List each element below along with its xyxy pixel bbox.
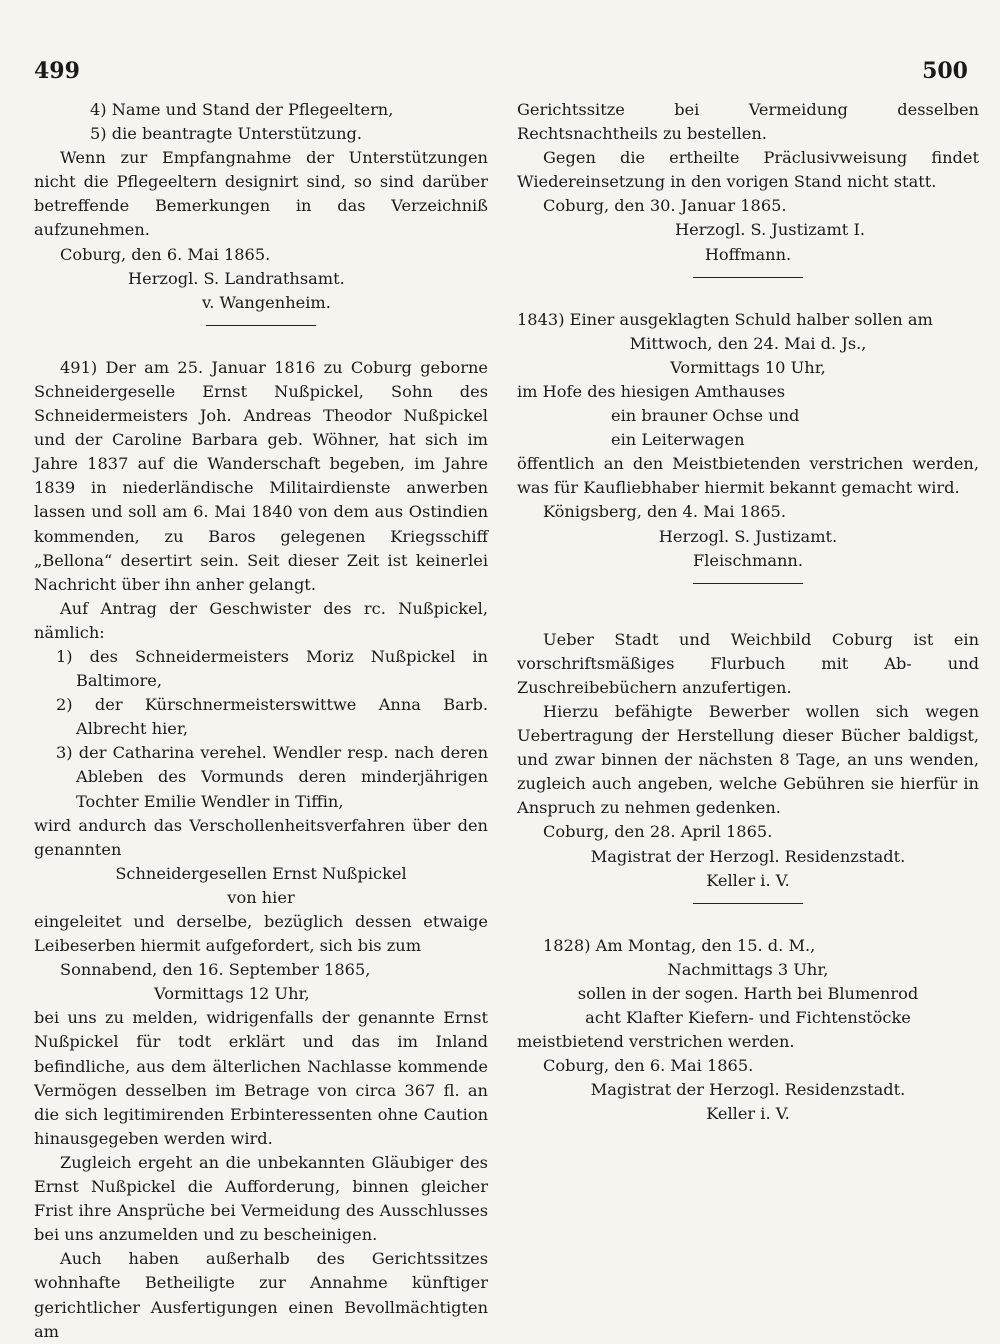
paragraph: Gegen die ertheilte Präclusivweisung findet Wiedereinsetzung in den vorigen Stand nicht statt.: [517, 148, 979, 192]
notice-date: Coburg, den 6. Mai 1865.: [60, 244, 271, 264]
origin: von hier: [227, 887, 295, 907]
divider: [693, 277, 803, 278]
notice-signer: Keller i. V.: [706, 870, 790, 890]
paragraph: 491) Der am 25. Januar 1816 zu Coburg geborne Schneidergeselle Ernst Nußpickel, Sohn des Schneidermeisters Joh. Andreas Theodor Nußpickel und der Caroline Barbara geb. Wöhner, hat sich im Jahre 1837 auf die Wanderschaft begeben, im Jahre 1839 in niederländische Militairdienste anwerben lassen und soll am 6. Mai 1840 von dem aus Ostindien kommenden, zu Baros gelegenen Kriegsschiff „Bellona“ desertirt sein. Seit dieser Zeit ist keinerlei Nachricht über ihn anher gelangt.: [34, 357, 488, 594]
notice-signer: Fleischmann.: [693, 550, 803, 570]
list-item: 5) die beantragte Unterstützung.: [90, 124, 363, 144]
notice-date: Coburg, den 30. Januar 1865.: [543, 196, 787, 216]
auction-date: Mittwoch, den 24. Mai d. Js.,: [629, 333, 867, 353]
notice-signer: Keller i. V.: [706, 1104, 790, 1124]
auction-time: Vormittags 10 Uhr,: [670, 357, 826, 377]
deadline-date: Sonnabend, den 16. September 1865,: [60, 960, 371, 980]
auction-time: Nachmittags 3 Uhr,: [667, 959, 829, 979]
paragraph: 1843) Einer ausgeklagten Schuld halber sollen am: [517, 309, 933, 329]
auction-item: ein brauner Ochse und: [611, 406, 800, 426]
right-column: [517, 98, 979, 1126]
notice-date: Königsberg, den 4. Mai 1865.: [543, 502, 787, 522]
paragraph: 1828) Am Montag, den 15. d. M.,: [543, 935, 816, 955]
paragraph: Auf Antrag der Geschwister des rc. Nußpickel, nämlich:: [34, 598, 488, 642]
paragraph: Ueber Stadt und Weichbild Coburg ist ein vorschriftsmäßiges Flurbuch mit Ab- und Zuschreibebüchern anzufertigen.: [517, 629, 979, 697]
list-item: 4) Name und Stand der Pflegeeltern,: [90, 100, 394, 119]
person-name: Schneidergesellen Ernst Nußpickel: [115, 863, 407, 883]
auction-place: sollen in der sogen. Harth bei Blumenrod: [577, 983, 919, 1003]
list-item: 3) der Catharina verehel. Wendler resp. nach deren Ableben des Vormunds deren minderjährigen Tochter Emilie Wendler in Tiffin,: [56, 743, 488, 811]
paragraph: Hierzu befähigte Bewerber wollen sich wegen Uebertragung der Herstellung dieser Bücher baldigst, und zwar binnen der nächsten 8 Tage, an uns wenden, zugleich auch angeben, welche Gebühren sie hierfür in Anspruch zu nehmen gedenken.: [517, 701, 979, 818]
auction-place: im Hofe des hiesigen Amthauses: [517, 381, 786, 401]
auction-item: ein Leiterwagen: [611, 430, 745, 450]
notice-office: Magistrat der Herzogl. Residenzstadt.: [590, 846, 906, 866]
paragraph: Zugleich ergeht an die unbekannten Gläubiger des Ernst Nußpickel die Aufforderung, binnen gleicher Frist ihre Ansprüche bei Vermeidung des Ausschlusses bei uns anzumelden und zu bescheinigen.: [34, 1152, 488, 1245]
page-number-left: 499: [34, 58, 80, 84]
notice-signer: v. Wangenheim.: [202, 292, 331, 312]
paragraph: Auch haben außerhalb des Gerichtssitzes wohnhafte Betheiligte zur Annahme künftiger gerichtlicher Ausfertigungen einen Bevollmächtigten am: [34, 1249, 488, 1341]
notice-signer: Hoffmann.: [704, 244, 792, 264]
notice-office: Herzogl. S. Justizamt I.: [675, 220, 865, 240]
paragraph: meistbietend verstrichen werden.: [517, 1032, 795, 1052]
list-item: 2) der Kürschnermeisterswittwe Anna Barb. Albrecht hier,: [56, 695, 488, 739]
notice-date: Coburg, den 28. April 1865.: [543, 822, 773, 842]
notice-office: Magistrat der Herzogl. Residenzstadt.: [590, 1080, 906, 1100]
paragraph: öffentlich an den Meistbietenden verstrichen werden, was für Kaufliebhaber hiermit bekannt gemacht wird.: [517, 454, 979, 498]
divider: [206, 325, 316, 326]
auction-item: acht Klafter Kiefern- und Fichtenstöcke: [585, 1008, 911, 1027]
divider: [693, 903, 803, 904]
deadline-time: Vormittags 12 Uhr,: [154, 984, 310, 1004]
divider: [693, 583, 803, 584]
left-column: [34, 98, 488, 1344]
paragraph: bei uns zu melden, widrigenfalls der genannte Ernst Nußpickel für todt erklärt und das im Inland befindliche, aus dem älterlichen Nachlasse kommende Vermögen desselben im Betrage von circa 367 fl. an die sich legitimirenden Erbinteressenten ohne Caution hinausgegeben werden wird.: [34, 1008, 488, 1148]
notice-date: Coburg, den 6. Mai 1865.: [543, 1056, 754, 1076]
paragraph: eingeleitet und derselbe, bezüglich dessen etwaige Leibeserben hiermit aufgefordert, sich bis zum: [34, 912, 488, 956]
notice-office: Herzogl. S. Justizamt.: [658, 526, 838, 546]
page-number-right: 500: [922, 58, 968, 84]
paragraph: Gerichtssitze bei Vermeidung desselben Rechtsnachtheils zu bestellen.: [517, 100, 979, 144]
paragraph: Wenn zur Empfangnahme der Unterstützungen nicht die Pflegeeltern designirt sind, so sind darüber betreffende Bemerkungen in das Verzeichniß aufzunehmen.: [34, 148, 488, 240]
list-item: 1) des Schneidermeisters Moriz Nußpickel in Baltimore,: [56, 646, 488, 691]
notice-office: Herzogl. S. Landrathsamt.: [128, 268, 345, 288]
paragraph: wird andurch das Verschollenheitsverfahren über den genannten: [34, 815, 488, 859]
